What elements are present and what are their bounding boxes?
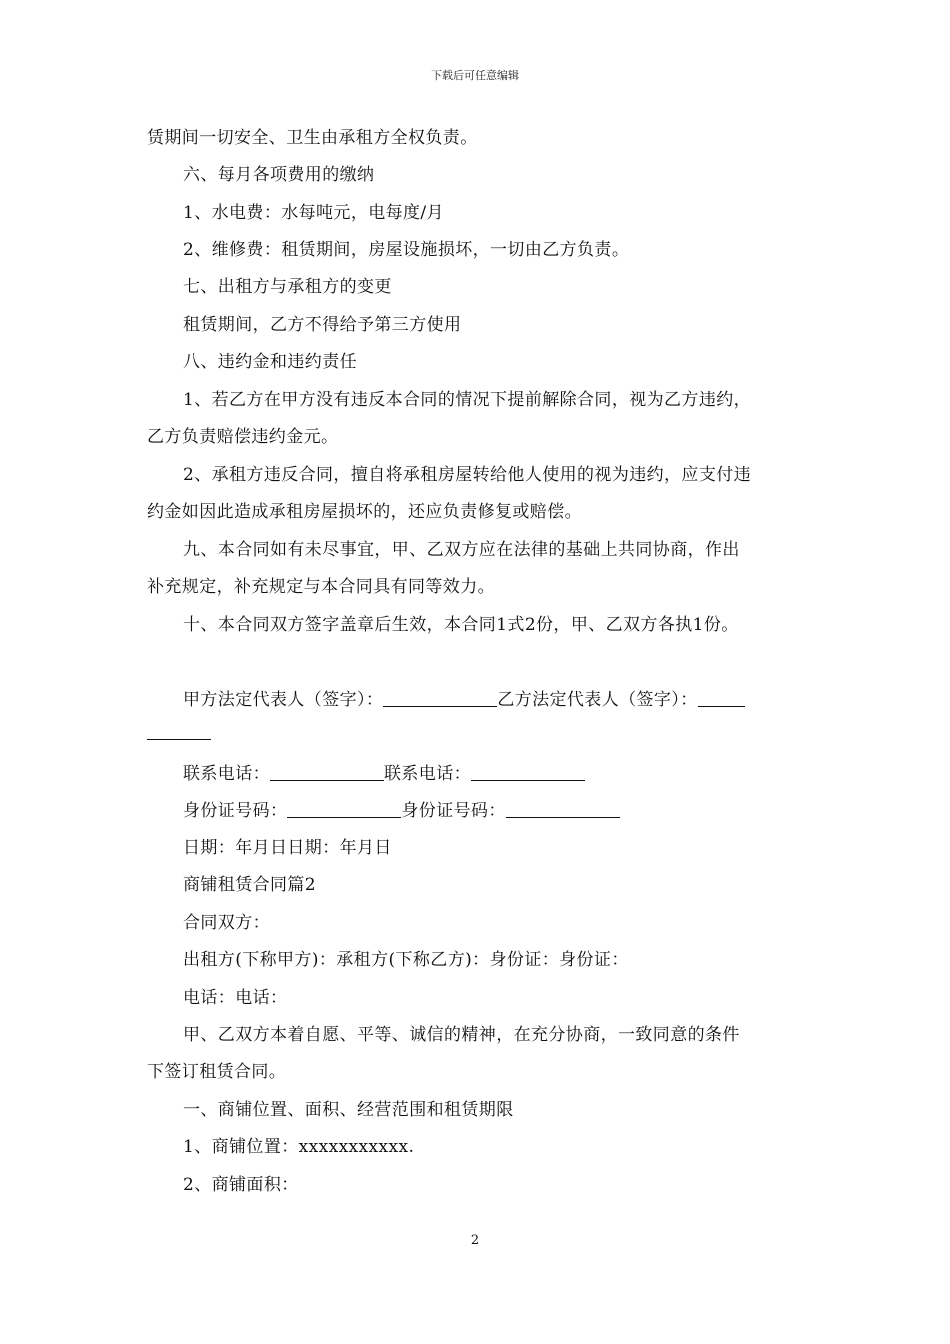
paragraph-line: 1、若乙方在甲方没有违反本合同的情况下提前解除合同，视为乙方违约，	[183, 390, 752, 410]
paragraph-line: 2、商铺面积：	[183, 1175, 299, 1195]
section-heading: 一、商铺位置、面积、经营范围和租赁期限	[183, 1100, 514, 1120]
party-a-representative-label: 甲方法定代表人（签字）：	[183, 690, 384, 710]
phone-blank	[471, 764, 585, 781]
id-blank	[506, 801, 620, 818]
date-line: 日期：年月日日期：年月日	[183, 838, 392, 858]
paragraph-line: 2、维修费：租赁期间，房屋设施损坏，一切由乙方负责。	[183, 240, 630, 260]
paragraph-line: 合同双方：	[183, 913, 270, 933]
signature-blank	[698, 690, 745, 707]
paragraph-line: 租赁期间，乙方不得给予第三方使用	[183, 315, 462, 335]
section-heading: 八、违约金和违约责任	[183, 352, 357, 372]
contract-title: 商铺租赁合同篇2	[183, 875, 317, 895]
id-number-line	[183, 800, 620, 822]
paragraph-line: 1、商铺位置：xxxxxxxxxxx.	[183, 1137, 415, 1157]
id-blank	[287, 801, 401, 818]
page-header: 下载后可任意编辑	[431, 69, 519, 82]
paragraph-line: 电话：电话：	[183, 988, 288, 1008]
paragraph-line: 甲、乙双方本着自愿、平等、诚信的精神，在充分协商，一致同意的条件	[183, 1025, 740, 1045]
paragraph-line: 下签订租赁合同。	[147, 1062, 287, 1082]
party-b-phone-label: 联系电话：	[384, 764, 471, 784]
section-heading: 六、每月各项费用的缴纳	[183, 165, 375, 185]
paragraph-line: 2、承租方违反合同，擅自将承租房屋转给他人使用的视为违约，应支付违	[183, 465, 752, 485]
party-a-phone-label: 联系电话：	[183, 764, 270, 784]
signature-blank	[383, 690, 497, 707]
signature-blank-continued	[147, 722, 211, 744]
paragraph-line: 九、本合同如有未尽事宜，甲、乙双方应在法律的基础上共同协商，作出	[183, 540, 740, 560]
party-b-id-label: 身份证号码：	[401, 801, 506, 821]
party-a-id-label: 身份证号码：	[183, 801, 288, 821]
paragraph-line: 十、本合同双方签字盖章后生效，本合同1式2份，甲、乙双方各执1份。	[183, 615, 739, 635]
paragraph-line: 出租方(下称甲方)：承租方(下称乙方)：身份证：身份证：	[183, 950, 629, 970]
paragraph-line: 补充规定，补充规定与本合同具有同等效力。	[147, 577, 495, 597]
signature-blank	[147, 723, 211, 740]
page-number: 2	[470, 1233, 480, 1248]
paragraph-line: 约金如因此造成承租房屋损坏的，还应负责修复或赔偿。	[147, 502, 582, 522]
paragraph-line: 赁期间一切安全、卫生由承租方全权负责。	[147, 128, 478, 148]
party-b-representative-label: 乙方法定代表人（签字）：	[497, 690, 698, 710]
phone-line	[183, 763, 585, 785]
phone-blank	[270, 764, 384, 781]
paragraph-line: 乙方负责赔偿违约金元。	[147, 427, 339, 447]
section-heading: 七、出租方与承租方的变更	[183, 277, 392, 297]
paragraph-line: 1、水电费：水每吨元，电每度/月	[183, 203, 444, 223]
signature-line	[183, 689, 745, 711]
